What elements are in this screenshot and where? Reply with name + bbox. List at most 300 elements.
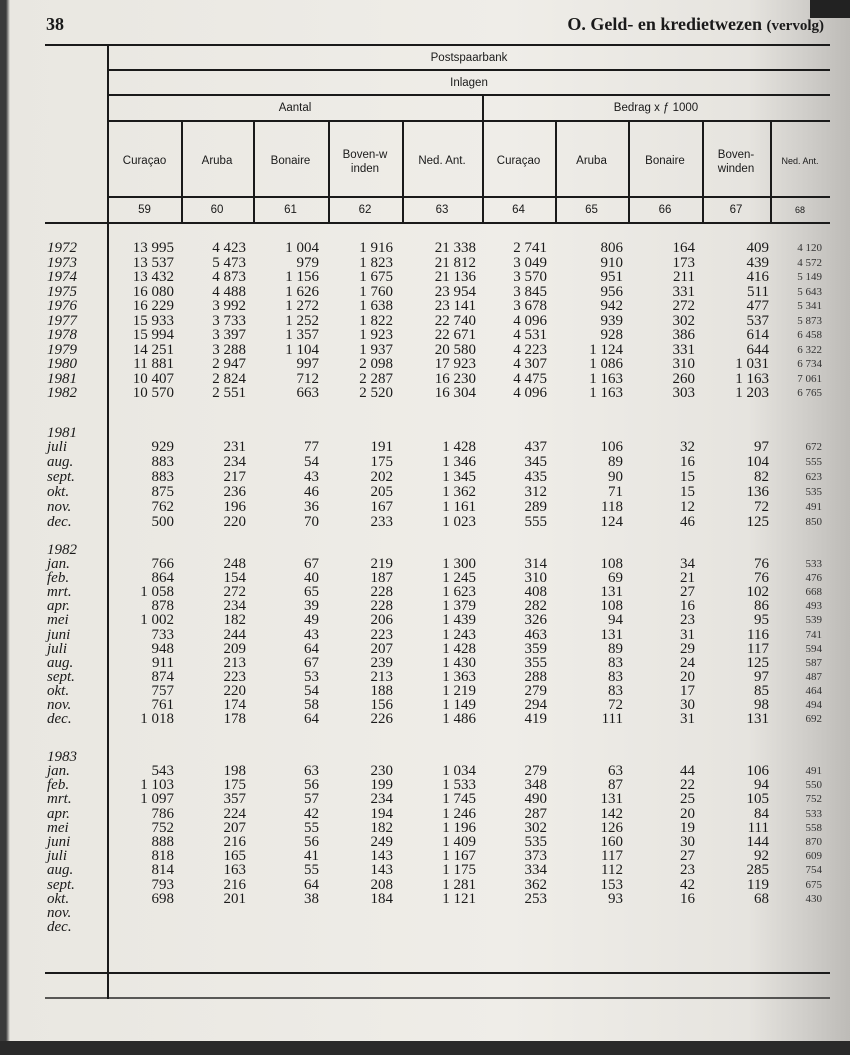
cell: 939: [600, 312, 623, 329]
row-label: 1978: [47, 327, 77, 343]
rule: [108, 196, 830, 198]
table-row: [0, 835, 850, 850]
cell: 16 304: [434, 385, 476, 401]
cell: 1 161: [442, 498, 476, 515]
cell: 184: [370, 890, 393, 907]
cell: 416: [746, 269, 769, 285]
cell: 1 937: [359, 341, 393, 358]
column-number: 62: [358, 204, 372, 216]
cell: 20 580: [434, 341, 476, 358]
table-row: [0, 792, 850, 807]
cell: 3 570: [513, 269, 547, 285]
cell: 16 230: [434, 370, 476, 387]
cell: 1 409: [442, 834, 476, 850]
table-row: [0, 670, 850, 685]
cell: 102: [746, 584, 769, 601]
row-label: jan.: [47, 763, 70, 779]
cell: 1 149: [442, 697, 476, 713]
cell: 302: [672, 312, 695, 329]
cell: 22 671: [434, 327, 476, 343]
cell: 31: [680, 711, 695, 728]
cell: 487: [805, 670, 822, 683]
cell: 21: [680, 570, 695, 587]
cell: 249: [370, 834, 393, 850]
cell: 15 994: [132, 327, 174, 343]
cell: 220: [223, 682, 246, 699]
cell: 97: [754, 439, 769, 455]
table-row: [0, 256, 850, 271]
cell: 2 098: [359, 356, 393, 372]
cell: 223: [370, 626, 393, 643]
cell: 29: [680, 640, 695, 657]
rule: [45, 972, 830, 974]
cell: 326: [524, 612, 547, 629]
row-label: juli: [47, 848, 68, 865]
cell: 44: [680, 763, 695, 779]
cell: 334: [524, 862, 547, 879]
cell: 108: [600, 556, 623, 572]
cell: 39: [304, 598, 319, 615]
cell: 644: [746, 341, 769, 358]
cell: 108: [600, 598, 623, 615]
cell: 64: [304, 711, 319, 728]
cell: 71: [608, 483, 623, 500]
cell: 2 947: [212, 356, 246, 372]
cell: 609: [805, 850, 822, 863]
cell: 10 407: [132, 370, 174, 387]
cell: 224: [223, 805, 246, 822]
cell: 30: [680, 697, 695, 713]
table-row: [0, 712, 850, 727]
table-row: [0, 892, 850, 907]
cell: 233: [370, 513, 393, 530]
cell: 1 823: [359, 254, 393, 271]
row-label: sept.: [47, 468, 75, 485]
cell: 1 675: [359, 269, 393, 285]
cell: 310: [524, 570, 547, 587]
cell: 126: [600, 819, 623, 836]
cell: 17 923: [434, 356, 476, 372]
cell: 668: [805, 586, 822, 599]
cell: 1 163: [589, 385, 623, 401]
cell: 3 397: [212, 327, 246, 343]
cell: 463: [524, 626, 547, 643]
cell: 41: [304, 848, 319, 865]
cell: 205: [370, 483, 393, 500]
cell: 762: [151, 498, 174, 515]
table-row: [0, 485, 850, 500]
row-label: 1980: [47, 356, 77, 372]
cell: 40: [304, 570, 319, 587]
cell: 752: [805, 793, 822, 806]
cell: 793: [151, 876, 174, 893]
cell: 175: [370, 453, 393, 470]
rule: [108, 69, 830, 71]
page-number: 38: [46, 14, 64, 34]
column-header: Boven-winden: [342, 149, 388, 175]
row-label: aug.: [47, 453, 74, 470]
cell: 131: [600, 791, 623, 808]
cell: 43: [304, 468, 319, 485]
cell: 1 822: [359, 312, 393, 329]
cell: 419: [524, 711, 547, 728]
cell: 16 229: [132, 298, 174, 314]
cell: 4 307: [513, 356, 547, 372]
scan-edge-bottom: [0, 1041, 850, 1055]
cell: 1 379: [442, 598, 476, 615]
cell: 98: [754, 697, 769, 713]
cell: 1 103: [140, 777, 174, 794]
cell: 1 097: [140, 791, 174, 808]
cell: 3 992: [212, 298, 246, 314]
cell: 477: [746, 298, 769, 314]
cell: 199: [370, 777, 393, 794]
cell: 201: [223, 890, 246, 907]
rule: [45, 222, 830, 224]
row-label: 1976: [47, 298, 77, 314]
row-label: 1972: [47, 240, 77, 256]
column-header: Aruba: [576, 155, 607, 167]
cell: 125: [746, 513, 769, 530]
cell: 207: [370, 640, 393, 657]
column-number: 63: [435, 204, 449, 216]
cell: 55: [304, 862, 319, 879]
cell: 97: [754, 668, 769, 685]
cell: 302: [524, 819, 547, 836]
column-number: 59: [138, 204, 151, 216]
cell: 623: [805, 470, 822, 483]
cell: 234: [223, 453, 246, 470]
cell: 106: [746, 763, 769, 779]
cell: 143: [370, 848, 393, 865]
cell: 555: [805, 455, 822, 468]
cell: 213: [370, 668, 393, 685]
cell: 6 765: [797, 387, 822, 399]
cell: 174: [223, 697, 246, 713]
cell: 260: [672, 370, 695, 387]
cell: 1 246: [442, 805, 476, 822]
cell: 76: [754, 556, 769, 572]
cell: 874: [151, 668, 174, 685]
table-row: [0, 906, 850, 921]
table-row: [0, 241, 850, 256]
cell: 23 141: [434, 298, 476, 314]
table-row: [0, 878, 850, 893]
cell: 672: [805, 441, 822, 453]
cell: 1 086: [589, 356, 623, 372]
cell: 64: [304, 876, 319, 893]
cell: 13 432: [132, 269, 174, 285]
cell: 4 488: [212, 283, 246, 300]
cell: 11 881: [133, 356, 174, 372]
table-row: [0, 613, 850, 628]
table-row: [0, 684, 850, 699]
cell: 511: [747, 283, 769, 300]
title-text: O. Geld- en kredietwezen: [567, 14, 763, 34]
cell: 535: [805, 485, 822, 498]
row-label: dec.: [47, 919, 72, 936]
cell: 112: [601, 862, 623, 879]
cell: 94: [754, 777, 769, 794]
cell: 77: [304, 439, 319, 455]
cell: 5 473: [212, 254, 246, 271]
cell: 20: [680, 668, 695, 685]
cell: 4 873: [212, 269, 246, 285]
cell: 850: [805, 515, 822, 528]
block-year-label: 1981: [47, 425, 77, 441]
cell: 27: [680, 584, 695, 601]
cell: 117: [747, 640, 769, 657]
column-number: 60: [210, 204, 224, 216]
cell: 70: [304, 513, 319, 530]
cell: 187: [370, 570, 393, 587]
row-label: mrt.: [47, 584, 72, 601]
cell: 67: [304, 654, 319, 671]
cell: 533: [805, 807, 822, 820]
table-row: [0, 270, 850, 285]
cell: 1 272: [285, 298, 319, 314]
cell: 83: [608, 682, 623, 699]
cell: 94: [608, 612, 623, 629]
cell: 15: [680, 468, 695, 485]
cell: 30: [680, 834, 695, 850]
cell: 86: [754, 598, 769, 615]
block-year: [0, 543, 850, 558]
cell: 182: [223, 612, 246, 629]
cell: 160: [600, 834, 623, 850]
table-row: [0, 599, 850, 614]
cell: 303: [672, 385, 695, 401]
cell: 198: [223, 763, 246, 779]
row-label: sept.: [47, 668, 75, 685]
cell: 106: [600, 439, 623, 455]
cell: 63: [608, 763, 623, 779]
cell: 464: [805, 684, 822, 697]
cell: 741: [805, 628, 822, 641]
table-row: [0, 571, 850, 586]
cell: 282: [524, 598, 547, 615]
cell: 4 096: [513, 385, 547, 401]
table-row: [0, 299, 850, 314]
cell: 331: [672, 283, 695, 300]
cell: 692: [805, 713, 822, 726]
cell: 757: [151, 682, 174, 699]
cell: 4 120: [797, 242, 822, 254]
cell: 72: [754, 498, 769, 515]
cell: 213: [223, 654, 246, 671]
cell: 555: [524, 513, 547, 530]
cell: 1 018: [140, 711, 174, 728]
cell: 4 223: [513, 341, 547, 358]
cell: 220: [223, 513, 246, 530]
cell: 3 678: [513, 298, 547, 314]
row-label: juli: [47, 640, 68, 657]
cell: 76: [754, 570, 769, 587]
cell: 493: [805, 600, 822, 613]
table-row: [0, 764, 850, 779]
cell: 16: [680, 598, 695, 615]
row-label: dec.: [47, 711, 72, 728]
cell: 439: [746, 254, 769, 271]
cell: 1 252: [285, 312, 319, 329]
cell: 287: [524, 805, 547, 822]
cell: 1 104: [285, 341, 319, 358]
cell: 244: [223, 626, 246, 643]
cell: 216: [223, 876, 246, 893]
cell: 594: [805, 642, 822, 655]
cell: 733: [151, 626, 174, 643]
cell: 4 572: [797, 256, 822, 269]
cell: 167: [370, 498, 393, 515]
cell: 1 916: [359, 240, 393, 256]
cell: 490: [524, 791, 547, 808]
cell: 6 458: [797, 329, 822, 341]
cell: 910: [600, 254, 623, 271]
cell: 1 745: [442, 791, 476, 808]
cell: 85: [754, 682, 769, 699]
column-number: 66: [658, 204, 672, 216]
table-row: [0, 628, 850, 643]
row-label: okt.: [47, 682, 70, 699]
cell: 116: [747, 626, 769, 643]
cell: 156: [370, 697, 393, 713]
cell: 675: [805, 878, 822, 891]
cell: 57: [304, 791, 319, 808]
cell: 1 219: [442, 682, 476, 699]
cell: 93: [608, 890, 623, 907]
header-bedrag: Bedrag x ƒ 1000: [613, 102, 699, 114]
cell: 188: [370, 682, 393, 699]
cell: 435: [524, 468, 547, 485]
cell: 58: [304, 697, 319, 713]
cell: 766: [151, 556, 174, 572]
table-row: [0, 778, 850, 793]
table-row: [0, 515, 850, 530]
cell: 1 121: [442, 890, 476, 907]
column-number: 65: [585, 204, 598, 216]
cell: 494: [805, 699, 822, 711]
cell: 125: [746, 654, 769, 671]
column-number: 64: [512, 204, 525, 216]
cell: 883: [151, 453, 174, 470]
table-row: [0, 314, 850, 329]
cell: 4 423: [212, 240, 246, 256]
table-row: [0, 920, 850, 935]
cell: 234: [223, 598, 246, 615]
cell: 22 740: [434, 312, 476, 329]
cell: 929: [151, 439, 174, 455]
table-row: [0, 807, 850, 822]
row-label: 1974: [47, 269, 77, 285]
row-label: 1982: [47, 385, 77, 401]
header-aantal: Aantal: [278, 102, 312, 114]
cell: 14 251: [132, 341, 174, 358]
cell: 90: [608, 468, 623, 485]
cell: 1 428: [442, 640, 476, 657]
table-row: [0, 372, 850, 387]
cell: 84: [754, 805, 769, 822]
cell: 928: [600, 327, 623, 343]
cell: 875: [151, 483, 174, 500]
cell: 3 845: [513, 283, 547, 300]
cell: 56: [304, 834, 319, 850]
table-row: [0, 386, 850, 401]
cell: 279: [524, 763, 547, 779]
cell: 6 322: [797, 343, 822, 356]
cell: 46: [304, 483, 319, 500]
cell: 34: [680, 556, 695, 572]
row-label: 1977: [47, 312, 77, 329]
cell: 23: [680, 612, 695, 629]
column-header: Curaçao: [122, 155, 167, 167]
cell: 165: [223, 848, 246, 865]
block-year-label: 1983: [47, 749, 77, 765]
cell: 163: [223, 862, 246, 879]
cell: 153: [600, 876, 623, 893]
cell: 294: [524, 697, 547, 713]
row-label: aug.: [47, 654, 74, 671]
cell: 36: [304, 498, 319, 515]
cell: 314: [524, 556, 547, 572]
cell: 7 061: [797, 372, 822, 385]
block-year: [0, 426, 850, 441]
cell: 288: [524, 668, 547, 685]
column-header: Bonaire: [645, 155, 685, 167]
row-label: mrt.: [47, 791, 72, 808]
cell: 1 163: [589, 370, 623, 387]
cell: 1 362: [442, 483, 476, 500]
cell: 1 245: [442, 570, 476, 587]
cell: 979: [296, 254, 319, 271]
cell: 537: [746, 312, 769, 329]
cell: 105: [746, 791, 769, 808]
row-label: 1975: [47, 283, 77, 300]
cell: 1 058: [140, 584, 174, 601]
row-label: nov.: [47, 498, 72, 515]
cell: 1 004: [285, 240, 319, 256]
cell: 49: [304, 612, 319, 629]
cell: 1 281: [442, 876, 476, 893]
cell: 1 623: [442, 584, 476, 601]
cell: 1 760: [359, 283, 393, 300]
row-label: dec.: [47, 513, 72, 530]
cell: 21 338: [434, 240, 476, 256]
cell: 883: [151, 468, 174, 485]
cell: 83: [608, 654, 623, 671]
cell: 888: [151, 834, 174, 850]
cell: 27: [680, 848, 695, 865]
cell: 31: [680, 626, 695, 643]
cell: 752: [151, 819, 174, 836]
cell: 16: [680, 890, 695, 907]
cell: 111: [601, 711, 623, 728]
cell: 1 175: [442, 862, 476, 879]
cell: 614: [746, 327, 769, 343]
cell: 104: [746, 453, 769, 470]
cell: 409: [746, 240, 769, 256]
cell: 191: [370, 439, 393, 455]
cell: 430: [805, 892, 822, 905]
cell: 54: [304, 453, 319, 470]
cell: 1 203: [735, 385, 769, 401]
cell: 1 923: [359, 327, 393, 343]
row-label: juli: [47, 439, 68, 455]
cell: 373: [524, 848, 547, 865]
table-row: [0, 455, 850, 470]
column-header: Ned. Ant.: [781, 156, 819, 166]
cell: 253: [524, 890, 547, 907]
cell: 234: [370, 791, 393, 808]
